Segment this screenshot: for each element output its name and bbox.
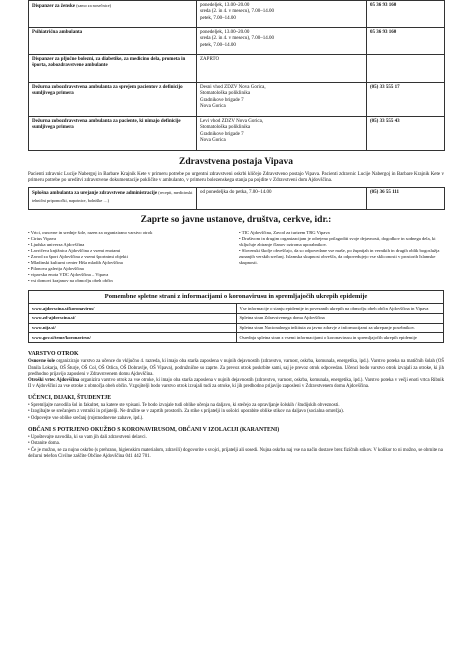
row-hours: ponedeljek, 13.00–20.00 (200, 3, 250, 8)
row-hours: ponedeljek, 13.00–20.00 (200, 30, 250, 35)
childcare-kindergarten: Otroški vrtec Ajdovščina organizira varstvo otrok za vse otroke, ki imajo oba starša zaposlena v nujnih dejavnostih (zdravstvo, varnost, oskrba, komunala, energetika, ipd.). Varstvo poteka v večji enoti vrtca Ribnik II v Ajdovščini za vse otroke z območja obeh občin. Vzgojitelji bodo varstvo otrok izvajali tudi za otroke, ki jih predhodno prijavijo zaposleni v Zdravstvenem domu Ajdovščina. (28, 377, 445, 389)
row-note: (samo za nosečnice) (76, 3, 112, 8)
vipava-row-note: (recepti, medicinski tehnični pripomočki, napotnice, bolniške …) (32, 190, 193, 203)
list-item: • Slovenski škofje obveščajo, da so odpovedane vse maše, po župnijah in vernikih in drugih oblik bogoslužja zunanjih verskih srečanj. Islamska skupnost obvešča, da odpovedujejo vse skliconosti v prostorih Islamske skupnosti. (239, 248, 440, 266)
institutions-list (28, 230, 444, 284)
row-hours: sreda (2. in 4. v mesecu), 7.00–14.00 (200, 9, 275, 15)
infected-title: OBČANI S POTRJENO OKUŽBO S KORONAVIRUSOM, OBČANI V IZOLACIJI (KARANTENI) (28, 426, 280, 433)
list-item: • Mladinski kulturni center Hiša mladih Ajdovščina (28, 260, 123, 266)
list-item: • Odpovejte vse oblike srečanj (rojstnodnevne zabave, ipd.). (28, 415, 144, 421)
row-name: Psihiatrična ambulanta (29, 28, 197, 55)
list-item: • Zavod za šport Ajdovščina z vsemi športnimi objekti (28, 254, 128, 260)
childcare-schools: Osnovne šole organizirajo varstvo za učence do vključno 4. razreda, ki imajo oba starša zaposlena v nujnih dejavnostih (zdravstvo, varnost, oskrba, komunala, energetika, ipd.). Varstvo poteka na matičnih šolah (OŠ Danila Lokarja, OŠ Šturje, OŠ Col, OŠ Otlica, OŠ Dobravlje, OŠ Vipava), podružnične so zaprte. Za prevoz otrok poskrbite sami, saj je prevoz otrok odpovedan. Učenci bodo varstvo otrok izvajali za otroke, ki jih predhodno prijavijo zaposleni v Zdravstvenem domu Ajdovščina. (28, 359, 444, 377)
row-hours: Gradnikove brigade 7 (200, 97, 244, 103)
table-row (29, 313, 444, 323)
vipava-title: Zdravstvena postaja Vipava (178, 157, 293, 167)
row-hours: petek, 7.00–14.00 (200, 42, 236, 48)
table-row (29, 188, 445, 210)
row-name: Dežurna zobozdravstvena ambulanta za paciente, ki nimajo definicije sumljivega primera (29, 117, 197, 151)
list-item: • Ostanite doma. (28, 441, 60, 447)
table-row (29, 1, 445, 28)
row-hours: Stomatološka poliklinika (200, 91, 251, 97)
vipava-table (28, 187, 445, 210)
ambulance-table (28, 0, 445, 151)
website-link[interactable]: www.ajdovscina.si/koronavirus/ (29, 304, 237, 314)
row-phone: 05 36 93 160 (367, 28, 445, 55)
list-item: • vsi domovi krajanov na območju obeh občin (28, 278, 113, 283)
row-phone: 05 36 93 160 (367, 1, 445, 28)
row-name: Dispanzer za ženske (32, 4, 75, 9)
row-phone: (05) 33 555 43 (367, 117, 445, 151)
table-row (29, 323, 444, 333)
row-hours: Nova Gorica (200, 103, 226, 109)
row-phone: (05) 33 555 17 (367, 83, 445, 117)
website-desc: Vse informacije o stanju epidemije in povezanih ukrepih na območju obeh občin Ajdovščina in Vipava (236, 304, 444, 314)
table-row (29, 333, 444, 343)
vipava-row-hours: od ponedeljka do petka, 7.00–14.00 (197, 188, 367, 210)
list-item: • Lavričeva knjižnica Ajdovščina z vsemi enotami (28, 248, 121, 254)
institutions-left (28, 230, 233, 284)
website-desc: Spletna stran Nacionalnega inštituta za javno zdravje z informacijami za ukrepanje posebnikov. (236, 323, 444, 333)
row-hours: Stomatološka poliklinika (200, 125, 251, 131)
list-item: • Vrtci, osnovne in srednje šole, razen za organizirano varstvo otrok (28, 230, 153, 236)
list-item: • Društvom in drugim organizacijam je odrejeno prilagoditi svoje dejavnosti, dogodkov in sodnega dela, ki vključuje zbiranje članov oziroma uporabnikov. (239, 236, 436, 248)
list-item: • Če je možno, se za nujno oskrbo (s prehrano, higienskim materialom, zdravili) dogovorite s svojci, prijatelji ali sosedi. Nujna oskrba naj vse na način dostave brez fizičnih stikov. V kolikor to ni možno, se obrnite na dežurni telefon Civilne zaščite Občine Ajdovščina 041 442 701. (28, 447, 443, 459)
table-row (29, 83, 445, 117)
website-desc: Osrednja spletna stran z vsemi informacijami o koronavirusu in spremljajočih ukrepih epidemije (236, 333, 444, 343)
row-name: Dežurna zobozdravstvena ambulanta za sprejem pacientov z definicijo sumljivega primera (29, 83, 197, 117)
row-hours: sreda (2. in 4. v mesecu), 7.00–14.00 (200, 36, 275, 42)
websites-table (28, 290, 444, 343)
website-link[interactable]: www.gov.si/teme/koronavirus/ (29, 333, 237, 343)
vipava-text: Pacienti zdravnic Lucije Nabergoj in Barbare Krajnik Kete v primeru potrebe po urgentni zdravstveni oskrbi kličejo Zdravstveno postajo Vipava. Pacienti zdravnic Lucije Nabergoj in Barbare Krajnik Kete v primeru potrebe po ureditvi zdravstvene dokumentacije pokličite v ambulanto, v primeru bolezenskega stanja pa pojdite v Zdravstveni dom Ajdovščina. (28, 171, 444, 184)
website-desc: Spletna stran Zdravstvenega doma Ajdovščina (236, 313, 444, 323)
list-item: • TIC Ajdovščina, Zavod za turizem TRG Vipava (239, 230, 330, 236)
institutions-right (239, 230, 444, 284)
list-item: • Cirius Vipava (28, 236, 57, 242)
list-item: • Pilonova galerija Ajdovščina (28, 266, 84, 272)
row-hours: Levi vhod ZDZV Nova Gorica, (200, 119, 264, 124)
row-hours: Nova Gorica (200, 137, 226, 143)
website-link[interactable]: www.nijz.si/ (29, 323, 237, 333)
row-hours: Desni vhod ZDZV Nova Gorica, (200, 85, 266, 90)
table-row (29, 117, 445, 151)
table-row (29, 28, 445, 55)
institutions-title: Zaprte so javne ustanove, društva, cerkve, idr.: (140, 215, 332, 226)
vipava-row-label: Splošna ambulanta za urejanje zdravstvene administracije (32, 191, 158, 197)
row-phone (367, 55, 445, 83)
list-item: • Upoštevajte navodila, ki so vam jih dali zdravstveni delavci. (28, 435, 147, 441)
list-item: • vipavska enota VDC Ajdovščina – Vipava (28, 272, 109, 278)
list-item: • Spremljajte navodila šol in fakultet, na katere ste vpisani. Te bodo izvajale tudi oblike učenja na daljavo, ki stečejo za opravljanje šolskih / študijskih obveznosti. (28, 403, 340, 409)
table-row (29, 55, 445, 83)
list-item: • Izogibajte se srečanjem z vrstniki in prijatelji. Ne družite se v zaprtih prostorih. Za stike s prijatelji in sošolci uporabite oblike stikov na daljavo (socialna omrežja). (28, 409, 344, 415)
childcare-title: VARSTVO OTROK (28, 351, 79, 358)
list-item: • Ljudska univerza Ajdovščina (28, 242, 85, 248)
website-link[interactable]: www.zd-ajdovscina.si/ (29, 313, 237, 323)
row-hours: petek, 7.00–14.00 (200, 15, 236, 21)
row-hours: Gradnikove brigade 7 (200, 131, 244, 137)
table-row (29, 304, 444, 314)
students-title: UČENCI, DIJAKI, ŠTUDENTJE (28, 395, 112, 401)
vipava-row-phone: (05) 36 55 111 (367, 188, 445, 210)
row-hours: ZAPRTO (200, 57, 220, 62)
websites-title: Pomembne spletne strani z informacijami o koronavirusu in spremljajočih ukrepih epidemije (29, 290, 444, 303)
row-name: Dispanzer za pljučne bolezni, za diabetike, za medicino dela, prometa in športa, zobozdravstvene ambulante (29, 55, 197, 83)
